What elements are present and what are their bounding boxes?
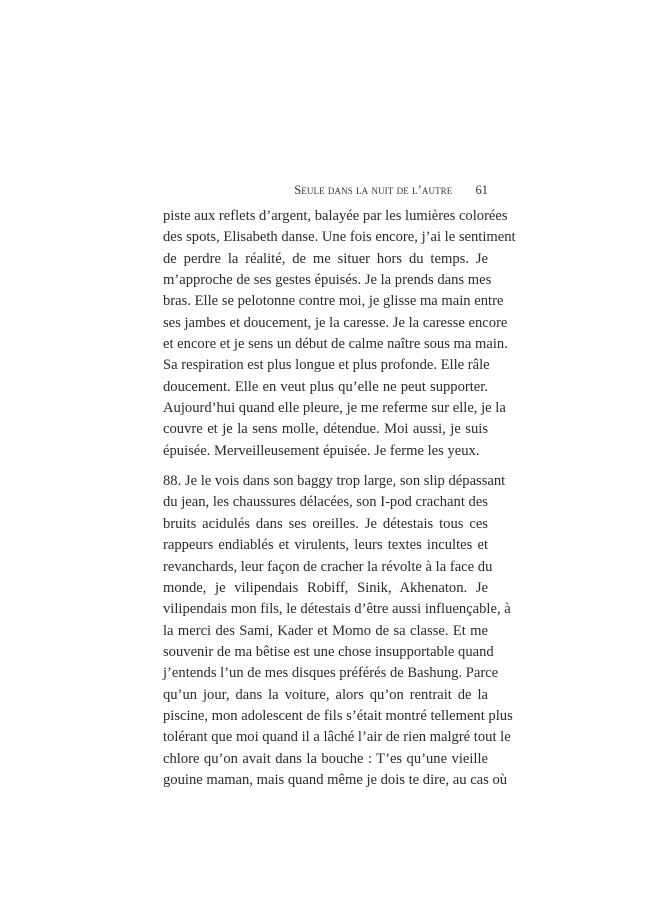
paragraph-1	[163, 206, 516, 462]
text-line: Aujourd’hui quand elle pleure, je me referme sur elle, je la	[163, 400, 506, 417]
text-line: bras. Elle se pelotonne contre moi, je glisse ma main entre	[163, 293, 504, 310]
text-line: monde, je vilipendais Robiff, Sinik, Akhenaton. Je	[163, 579, 488, 596]
text-line: piscine, mon adolescent de fils s’était montré tellement plus	[163, 707, 513, 724]
text-line: j’entends l’un de mes disques préférés de Bashung. Parce	[163, 665, 499, 682]
text-line: 88. Je le vois dans son baggy trop large, son slip dépassant	[163, 473, 506, 490]
text-line: doucement. Elle en veut plus qu’elle ne peut supporter.	[163, 378, 488, 395]
text-line: Sa respiration est plus longue et plus profonde. Elle râle	[163, 357, 490, 374]
text-line: de perdre la réalité, de me situer hors du temps. Je	[163, 250, 488, 267]
text-line: chlore qu’on avait dans la bouche : T’es qu’une vieille	[163, 750, 488, 767]
text-line: revanchards, leur façon de cracher la révolte à la face du	[163, 558, 493, 575]
text-line: tolérant que moi quand il a lâché l’air de rien malgré tout le	[163, 729, 511, 746]
text-line: qu’un jour, dans la voiture, alors qu’on rentrait de la	[163, 686, 488, 703]
text-line: souvenir de ma bêtise est une chose insupportable quand	[163, 643, 494, 660]
text-line: bruits acidulés dans ses oreilles. Je détestais tous ces	[163, 515, 488, 532]
text-line: la merci des Sami, Kader et Momo de sa classe. Et me	[163, 622, 488, 639]
text-line: couvre et je la sens molle, détendue. Moi aussi, je suis	[163, 421, 488, 438]
text-line: gouine maman, mais quand même je dois te dire, au cas où	[163, 771, 508, 788]
text-line: rappeurs endiablés et virulents, leurs textes incultes et	[163, 537, 488, 554]
text-line: épuisée. Merveilleusement épuisée. Je ferme les yeux.	[163, 442, 480, 459]
page-number: 61	[475, 183, 488, 197]
running-head	[163, 181, 488, 199]
text-line: vilipendais mon fils, le détestais d’être aussi influençable, à	[163, 601, 511, 618]
text-line: des spots, Elisabeth danse. Une fois encore, j’ai le sentiment	[163, 229, 516, 246]
text-line: ses jambes et doucement, je la caresse. Je la caresse encore	[163, 314, 508, 331]
running-head-title: Seule dans la nuit de l’autre	[294, 183, 453, 197]
text-line: piste aux reflets d’argent, balayée par les lumières colorées	[163, 208, 508, 224]
paragraph-2	[163, 471, 513, 791]
body-text	[163, 206, 516, 791]
text-line: m’approche de ses gestes épuisés. Je la prends dans mes	[163, 272, 492, 289]
text-line: du jean, les chaussures délacées, son I-pod crachant des	[163, 494, 488, 511]
text-line: et encore et je sens un début de calme naître sous ma main.	[163, 336, 508, 353]
